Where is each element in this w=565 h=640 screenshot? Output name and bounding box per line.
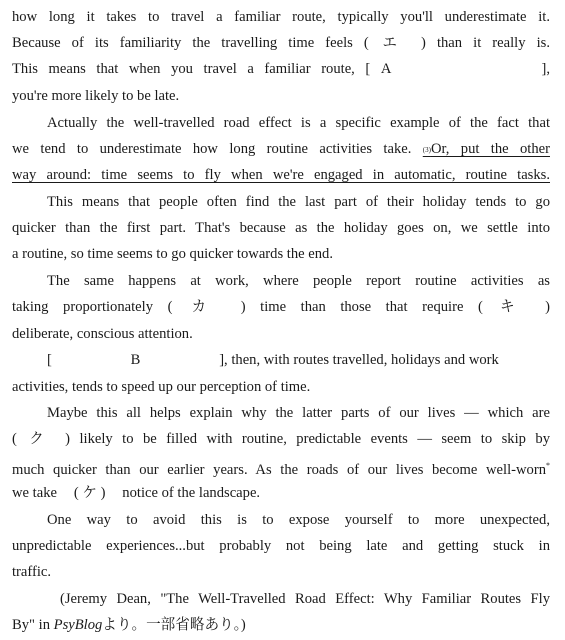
text-span: time than those that require [260,299,464,315]
citation-line: (Jeremy Dean, "The Well-Travelled Road Effect: Why Familiar Routes Fly [60,591,550,607]
text-line [12,34,550,52]
text-line: quicker than the first part. That's because as the holiday goes on, we settle into [12,220,550,236]
text-line: you're more likely to be late. [12,88,180,104]
text-line [12,484,550,502]
text-span: than it really is. [436,35,550,51]
text-span: ], then, with routes travelled, holidays and work [219,352,499,368]
bracket-open: [ [47,352,52,368]
blank-a-label: A [380,61,392,77]
underline-marker-3: (3) [422,146,431,154]
text-line: traffic. [12,564,52,580]
text-span: Or, put the other [430,141,550,157]
text-span: notice of the landscape. [122,485,261,501]
text-line: Maybe this all helps explain why the latter parts of our lives — which are [47,405,550,421]
citation-line [12,616,550,634]
underlined-sentence-3-cont: way around: time seems to fly when we're engaged in automatic, routine tasks. [12,167,550,183]
blank-ku: ( ク ) [12,431,70,447]
text-line: a routine, so time seems to go quicker towards the end. [12,246,333,262]
text-line: This means that people often find the last part of their holiday tends to go [47,194,550,210]
blank-b-label: B [130,352,141,368]
underlined-sentence-3 [423,141,550,157]
blank-ki: ( キ ) [478,299,550,315]
text-line: unpredictable experiences...but probably not being late and getting stuck in [12,538,550,554]
text-line [12,430,550,448]
text-line [12,457,550,478]
blank-ka: ( カ ) [167,299,246,315]
text-line [12,60,550,78]
bracket-open: [ [365,61,371,77]
text-line [12,298,550,316]
text-span: likely to be filled with routine, predictable events — seem to skip by [79,431,550,447]
text-line: The same happens at work, where people report routine activities as [47,273,550,289]
text-line [12,140,550,158]
text-line [47,351,550,369]
text-span: much quicker than our earlier years. As the roads of our lives become well-worn* [12,461,550,478]
text-line: Actually the well-travelled road effect is a specific example of the fact that [47,115,550,131]
citation-source-title: PsyBlog [53,617,103,633]
blank-e: ( エ ) [363,35,426,51]
text-span: we take [12,485,57,501]
footnote-asterisk: * [546,461,550,470]
blank-ke: ( ケ ) [73,485,106,501]
text-line: One way to avoid this is to expose yourself to more unexpected, [47,512,550,528]
text-span: taking proportionately [12,299,154,315]
text-span: This means that when you travel a familiar route, [12,61,355,77]
citation-note: より。一部省略あり。) [102,617,246,633]
bracket-close: ], [541,61,550,77]
text-span: By" in [12,617,50,633]
text-span: Because of its familiarity the travelling time feels [12,35,353,51]
text-span: we tend to underestimate how long routine activities take. [12,141,412,157]
text-line: how long it takes to travel a familiar route, typically you'll underestimate it. [12,9,550,25]
text-line: deliberate, conscious attention. [12,326,193,342]
text-line: activities, tends to speed up our perception of time. [12,379,311,395]
